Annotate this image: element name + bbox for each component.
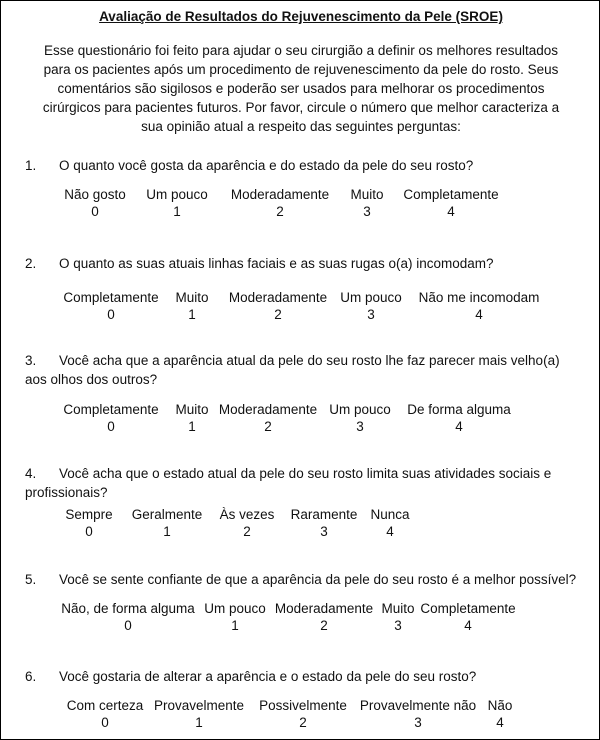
question-2 <box>25 254 585 273</box>
option-label: Possivelmente <box>259 698 347 713</box>
option-value: 4 <box>464 618 472 633</box>
option-label: Às vezes <box>219 507 275 522</box>
answer-option[interactable] <box>340 290 402 322</box>
option-value: 1 <box>231 618 239 633</box>
answer-option[interactable] <box>407 402 511 434</box>
option-label: Moderadamente <box>230 187 330 202</box>
question-number: 3. <box>25 353 37 368</box>
answer-option[interactable] <box>275 601 373 633</box>
answer-option[interactable] <box>419 290 540 322</box>
intro-paragraph: Esse questionário foi feito para ajudar o seu cirurgião a definir os melhores resultados para os pacientes após um procedimento de rejuvenescimento da pele do rosto. Seus comentários são sigilosos e poderão ser usados para melhorar os procedimentos cirúrgicos para pacientes futuros. Por favor, circule o número que melhor caracteriza a sua opinião atual a respeito das seguintes perguntas: <box>42 43 560 134</box>
answer-option[interactable] <box>65 507 112 539</box>
question-text: O quanto você gosta da aparência e do estado da pele do seu rosto? <box>59 158 474 173</box>
option-value: 1 <box>188 307 196 322</box>
answer-option[interactable] <box>291 507 358 539</box>
question-text: Você se sente confiante de que a aparência da pele do seu rosto é a melhor possível? <box>59 572 577 587</box>
option-label: Muito <box>350 187 384 202</box>
question-number: 5. <box>25 572 37 587</box>
option-value: 1 <box>163 524 171 539</box>
option-value: 4 <box>496 715 504 730</box>
option-label: Moderadamente <box>274 601 374 616</box>
question-3 <box>25 351 585 389</box>
option-label: Não <box>487 698 513 713</box>
question-6 <box>25 667 585 686</box>
option-value: 1 <box>188 419 196 434</box>
question-text: Você gostaria de alterar a aparência e o estado da pele do seu rosto? <box>59 669 477 684</box>
answer-option[interactable] <box>329 402 391 434</box>
option-value: 2 <box>243 524 251 539</box>
answer-option[interactable] <box>229 290 327 322</box>
option-value: 4 <box>447 204 455 219</box>
option-value: 1 <box>173 204 181 219</box>
question-text: Você acha que a aparência atual da pele do seu rosto lhe faz parecer mais velho(a) aos olhos dos outros? <box>25 353 560 387</box>
option-label: Completamente <box>420 601 516 616</box>
option-value: 3 <box>356 419 364 434</box>
answer-option[interactable] <box>350 187 383 219</box>
option-value: 0 <box>85 524 93 539</box>
answer-option[interactable] <box>67 698 144 730</box>
option-label: Nunca <box>370 507 410 522</box>
answer-option[interactable] <box>63 402 158 434</box>
option-label: Um pouco <box>146 187 208 202</box>
option-value: 2 <box>264 419 272 434</box>
answer-option[interactable] <box>61 601 195 633</box>
option-value: 0 <box>107 419 115 434</box>
answer-option[interactable] <box>64 187 126 219</box>
option-label: Geralmente <box>131 507 203 522</box>
answer-option[interactable] <box>231 187 329 219</box>
option-label: Não me incomodam <box>418 290 540 305</box>
question-5 <box>25 570 585 589</box>
option-label: Não, de forma alguma <box>61 601 195 616</box>
option-value: 4 <box>475 307 483 322</box>
option-label: Com certeza <box>66 698 144 713</box>
question-text: Você acha que o estado atual da pele do seu rosto limita suas atividades sociais e profissionais? <box>25 466 552 500</box>
answer-option[interactable] <box>420 601 515 633</box>
option-value: 3 <box>363 204 371 219</box>
option-value: 1 <box>195 715 203 730</box>
option-label: Moderadamente <box>228 290 328 305</box>
answer-option[interactable] <box>146 187 208 219</box>
question-number: 6. <box>25 669 37 684</box>
option-label: Muito <box>175 402 209 417</box>
option-label: Provavelmente não <box>359 698 477 713</box>
answer-option[interactable] <box>259 698 347 730</box>
option-label: Um pouco <box>340 290 402 305</box>
option-label: Não gosto <box>64 187 126 202</box>
option-label: Muito <box>381 601 415 616</box>
question-number: 2. <box>25 256 37 271</box>
question-number: 1. <box>25 158 37 173</box>
option-value: 3 <box>367 307 375 322</box>
option-label: Moderadamente <box>218 402 318 417</box>
page-title: Avaliação de Resultados do Rejuvenescimento da Pele (SROE) <box>99 9 503 24</box>
option-label: De forma alguma <box>407 402 511 417</box>
option-value: 4 <box>386 524 394 539</box>
option-value: 2 <box>276 204 284 219</box>
option-label: Completamente <box>63 402 159 417</box>
answer-option[interactable] <box>154 698 244 730</box>
option-label: Completamente <box>63 290 159 305</box>
option-label: Raramente <box>290 507 358 522</box>
option-value: 0 <box>101 715 109 730</box>
option-value: 2 <box>299 715 307 730</box>
option-label: Muito <box>175 290 209 305</box>
question-text: O quanto as suas atuais linhas faciais e as suas rugas o(a) incomodam? <box>59 256 494 271</box>
option-value: 2 <box>320 618 328 633</box>
question-4 <box>25 464 585 502</box>
option-value: 3 <box>414 715 422 730</box>
answer-option[interactable] <box>381 601 414 633</box>
option-value: 3 <box>394 618 402 633</box>
option-value: 0 <box>91 204 99 219</box>
option-label: Um pouco <box>204 601 266 616</box>
answer-option[interactable] <box>132 507 203 539</box>
question-1 <box>25 156 585 175</box>
answer-option[interactable] <box>219 402 317 434</box>
option-value: 2 <box>274 307 282 322</box>
answer-option[interactable] <box>370 507 409 539</box>
answer-option[interactable] <box>403 187 498 219</box>
answer-option[interactable] <box>175 290 208 322</box>
answer-option[interactable] <box>204 601 266 633</box>
option-value: 0 <box>124 618 132 633</box>
option-value: 3 <box>320 524 328 539</box>
answer-option[interactable] <box>360 698 476 730</box>
option-value: 0 <box>107 307 115 322</box>
answer-option[interactable] <box>220 507 275 539</box>
option-value: 4 <box>455 419 463 434</box>
option-label: Um pouco <box>329 402 391 417</box>
answer-option[interactable] <box>175 402 208 434</box>
answer-option[interactable] <box>488 698 513 730</box>
option-label: Provavelmente <box>153 698 245 713</box>
option-label: Sempre <box>65 507 113 522</box>
question-number: 4. <box>25 466 37 481</box>
answer-option[interactable] <box>63 290 158 322</box>
option-label: Completamente <box>403 187 499 202</box>
